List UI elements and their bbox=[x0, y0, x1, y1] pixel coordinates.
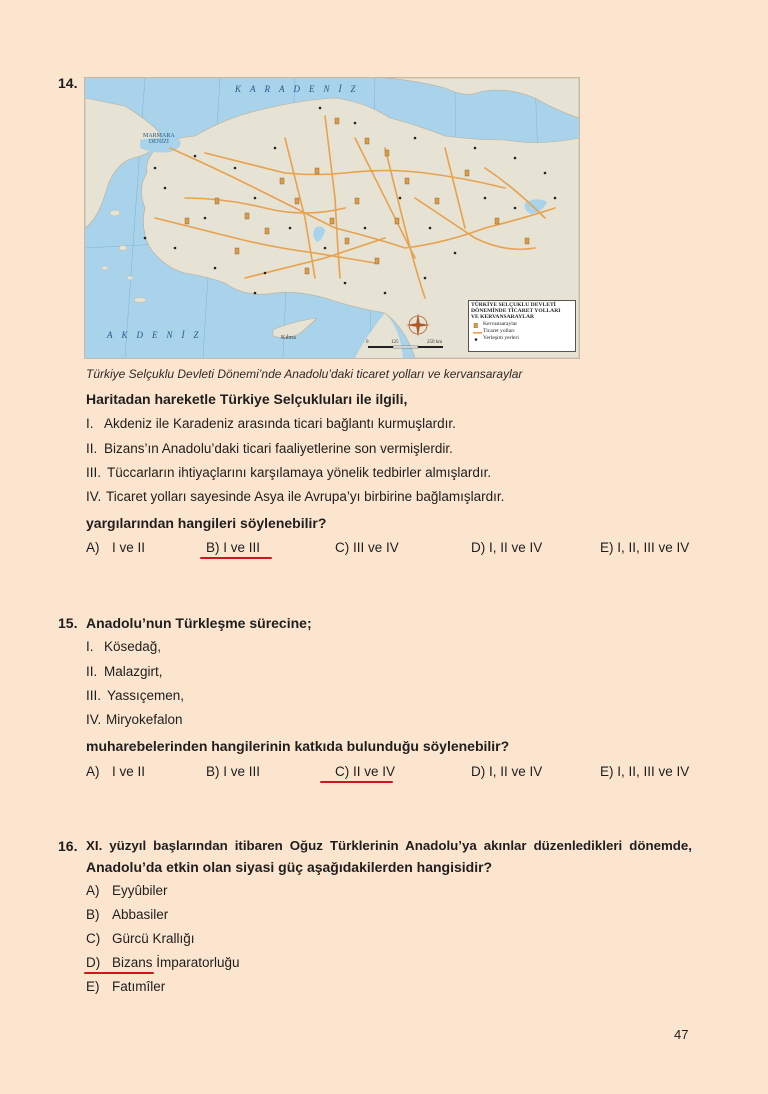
question-15-number: 15. bbox=[58, 615, 78, 631]
q16-option-b[interactable]: B) Abbasiler bbox=[86, 907, 169, 922]
q15-question: muharebelerinden hangilerinin katkıda bulunduğu söylenebilir? bbox=[86, 738, 510, 754]
cyprus-label: Kıbrıs bbox=[281, 335, 296, 341]
q16-option-d[interactable]: D) Bizans İmparatorluğu bbox=[86, 955, 240, 970]
map-legend bbox=[468, 300, 576, 352]
q14-option-c[interactable]: C) III ve IV bbox=[335, 540, 399, 555]
q14-option-e[interactable]: E) I, II, III ve IV bbox=[600, 540, 690, 555]
marmara-label: MARMARA DENİZİ bbox=[143, 133, 175, 145]
q15-statement-2: II. Malazgirt, bbox=[86, 664, 163, 679]
q14-question: yargılarından hangileri söylenebilir? bbox=[86, 515, 327, 531]
q16-answer-mark bbox=[84, 972, 154, 974]
q14-stem: Haritadan hareketle Türkiye Selçukluları ile ilgili, bbox=[86, 391, 408, 407]
question-14-number: 14. bbox=[58, 75, 78, 91]
q15-option-b[interactable]: B) I ve III bbox=[206, 764, 261, 779]
q16-stem-line-2: Anadolu’da etkin olan siyasi güç aşağıdakilerden hangisidir? bbox=[86, 859, 493, 875]
legend-item-caravanserai: Kervansaraylar bbox=[469, 321, 575, 328]
q16-option-e[interactable]: E) Fatımîler bbox=[86, 979, 166, 994]
q15-answer-mark bbox=[320, 781, 393, 783]
q15-statement-4: IV. Miryokefalon bbox=[86, 712, 183, 727]
scale-bar bbox=[368, 346, 443, 348]
q15-option-c[interactable]: C) II ve IV bbox=[335, 764, 396, 779]
q14-statement-2: II. Bizans’ın Anadolu’daki ticari faaliyetlerine son vermişlerdir. bbox=[86, 441, 453, 456]
q15-stem: Anadolu’nun Türkleşme sürecine; bbox=[86, 615, 312, 631]
q14-statement-1: I. Akdeniz ile Karadeniz arasında ticari bağlantı kurmuşlardır. bbox=[86, 416, 456, 431]
q16-stem-line-1: XI. yüzyıl başlarından itibaren Oğuz Türklerinin Anadolu’ya akınlar düzenledikleri dönemde, bbox=[86, 838, 692, 853]
legend-item-settlement: Yerleşim yerleri bbox=[469, 335, 575, 342]
scale-label-125: 125 bbox=[391, 340, 399, 345]
question-16-number: 16. bbox=[58, 838, 78, 854]
q15-option-a[interactable]: A) I ve II bbox=[86, 764, 146, 779]
q15-option-d[interactable]: D) I, II ve IV bbox=[471, 764, 543, 779]
q14-statement-4: IV. Ticaret yolları sayesinde Asya ile Avrupa’yı birbirine bağlamışlardır. bbox=[86, 489, 505, 504]
sea-label-south: AKDENİZ bbox=[107, 330, 208, 340]
q14-statement-3: III. Tüccarların ihtiyaçlarını karşılamaya yönelik tedbirler almışlardır. bbox=[86, 465, 492, 480]
map-caption: Türkiye Selçuklu Devleti Dönemi’nde Anadolu’daki ticaret yolları ve kervansaraylar bbox=[86, 367, 523, 381]
legend-title: TÜRKİYE SELÇUKLU DEVLETİ DÖNEMİNDE TİCARET YOLLARI VE KERVANSARAYLAR bbox=[471, 302, 561, 321]
scale-label-0: 0 bbox=[366, 340, 369, 345]
q16-option-c[interactable]: C) Gürcü Krallığı bbox=[86, 931, 195, 946]
scale-label-250: 250 km bbox=[427, 340, 443, 345]
q14-answer-mark bbox=[200, 557, 272, 559]
q15-option-e[interactable]: E) I, II, III ve IV bbox=[600, 764, 690, 779]
legend-item-trade-route: Ticaret yolları bbox=[469, 328, 575, 335]
sea-label-north: KARADENİZ bbox=[235, 84, 365, 94]
q16-option-a[interactable]: A) Eyyûbiler bbox=[86, 883, 168, 898]
q14-option-d[interactable]: D) I, II ve IV bbox=[471, 540, 543, 555]
trade-routes-map bbox=[84, 77, 580, 359]
settlement-dot-icon bbox=[473, 337, 479, 342]
q15-statement-1: I. Kösedağ, bbox=[86, 639, 162, 654]
page-number: 47 bbox=[674, 1027, 689, 1042]
q14-option-b[interactable]: B) I ve III bbox=[206, 540, 261, 555]
q15-statement-3: III. Yassıçemen, bbox=[86, 688, 185, 703]
q14-option-a[interactable]: A) I ve II bbox=[86, 540, 146, 555]
